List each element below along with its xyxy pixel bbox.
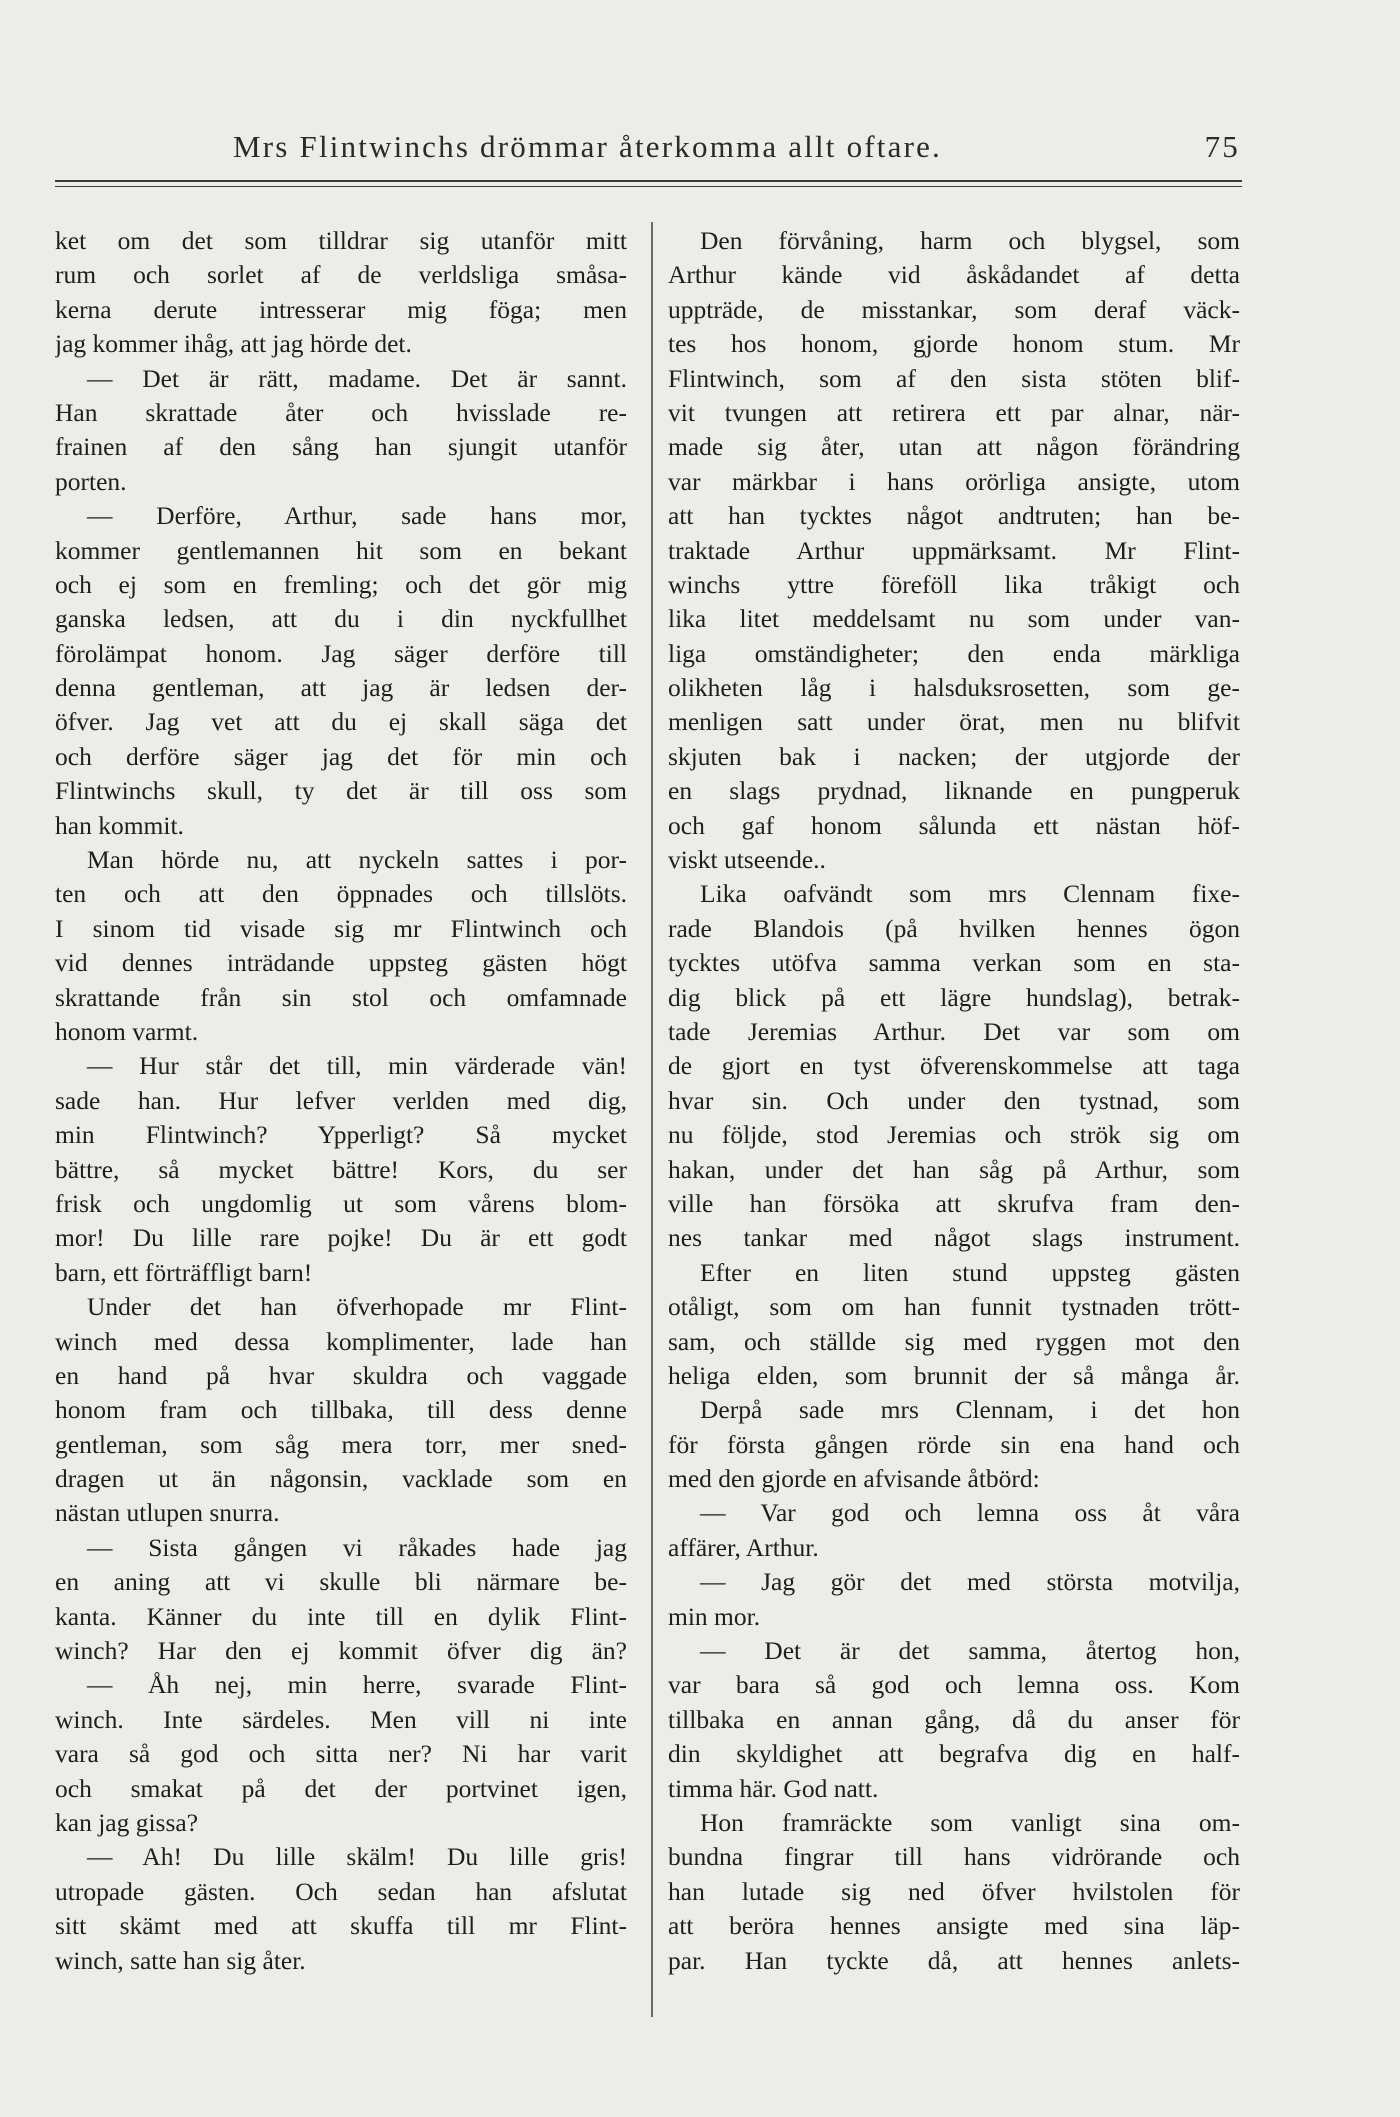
text-line: en slags prydnad, liknande en pungperuk [668, 776, 1240, 806]
text-line: vit tvungen att retirera ett par alnar, när- [668, 397, 1240, 427]
text-line: dig blick på ett lägre hundslag), betrak- [668, 982, 1240, 1012]
text-line: — Ah! Du lille skälm! Du lille gris! [87, 1842, 627, 1872]
text-line: Flintwinch, som af den sista stöten blif- [668, 363, 1240, 393]
text-line: Lika oafvändt som mrs Clennam fixe- [700, 879, 1240, 909]
page-number: 75 [1204, 129, 1240, 164]
text-line: Hon framräckte som vanligt sina om- [700, 1807, 1240, 1837]
text-line: traktade Arthur uppmärksamt. Mr Flint- [668, 535, 1240, 565]
text-line: Han skrattade åter och hvisslade re- [55, 397, 627, 427]
text-line: tycktes utöfva samma verkan som en sta- [668, 948, 1240, 978]
text-line: dragen ut än någonsin, vacklade som en [55, 1464, 627, 1494]
text-line: — Jag gör det med största motvilja, [700, 1567, 1240, 1597]
text-line: porten. [55, 466, 127, 496]
text-line: din skyldighet att begrafva dig en half- [668, 1739, 1240, 1769]
text-line: winch med dessa komplimenter, lade han [55, 1326, 627, 1356]
text-line: Arthur kände vid åskådandet af detta [668, 260, 1240, 290]
text-line: barn, ett förträffligt barn! [55, 1257, 313, 1287]
text-line: ganska ledsen, att du i din nyckfullhet [55, 604, 627, 634]
text-line: lika litet meddelsamt nu som under van- [668, 604, 1240, 634]
text-line: min mor. [668, 1601, 761, 1631]
text-line: för första gången rörde sin ena hand och [668, 1429, 1240, 1459]
text-line: kerna derute intresserar mig föga; men [55, 294, 627, 324]
text-line: en aning att vi skulle bli närmare be- [55, 1567, 627, 1597]
text-line: — Åh nej, min herre, svarade Flint- [87, 1670, 627, 1700]
text-line: frainen af den sång han sjungit utanför [55, 432, 627, 462]
text-line: nu följde, stod Jeremias och strök sig om [668, 1120, 1240, 1150]
text-line: en hand på hvar skuldra och vaggade [55, 1360, 627, 1390]
text-line: och gaf honom sålunda ett nästan höf- [668, 810, 1240, 840]
text-line: skjuten bak i nacken; der utgjorde der [668, 741, 1240, 771]
text-line: jag kommer ihåg, att jag hörde det. [55, 329, 412, 359]
text-line: nes tankar med något slags instrument. [668, 1223, 1240, 1253]
text-line: rade Blandois (på hvilken hennes ögon [668, 913, 1240, 943]
text-line: och smakat på det der portvinet igen, [55, 1773, 627, 1803]
text-line: — Var god och lemna oss åt våra [700, 1498, 1240, 1528]
text-line: Efter en liten stund uppsteg gästen [700, 1257, 1240, 1287]
text-line: öfver. Jag vet att du ej skall säga det [55, 707, 627, 737]
text-line: sade han. Hur lefver verlden med dig, [55, 1085, 627, 1115]
text-line: var bara så god och lemna oss. Kom [668, 1670, 1240, 1700]
text-line: utropade gästen. Och sedan han afslutat [55, 1876, 627, 1906]
text-line: frisk och ungdomlig ut som vårens blom- [55, 1188, 627, 1218]
text-line: par. Han tyckte då, att hennes anlets- [668, 1945, 1240, 1975]
chapter-title: Mrs Flintwinchs drömmar återkomma allt oftare. [233, 129, 942, 164]
text-line: ville han försöka att skrufva fram den- [668, 1188, 1240, 1218]
text-line: hakan, under det han såg på Arthur, som [668, 1154, 1240, 1184]
text-line: kan jag gissa? [55, 1807, 199, 1837]
text-line: han kommit. [55, 810, 184, 840]
text-line: min Flintwinch? Ypperligt? Så mycket [55, 1120, 627, 1150]
text-line: sitt skämt med att skuffa till mr Flint- [55, 1911, 627, 1941]
text-line: bundna fingrar till hans vidrörande och [668, 1842, 1240, 1872]
text-line: tes hos honom, gjorde honom stum. Mr [668, 329, 1240, 359]
text-line: kommer gentlemannen hit som en bekant [55, 535, 627, 565]
text-line: denna gentleman, att jag är ledsen der- [55, 673, 627, 703]
text-line: var märkbar i hans orörliga ansigte, utom [668, 466, 1240, 496]
text-line: och ej som en fremling; och det gör mig [55, 569, 627, 599]
text-line: viskt utseende.. [668, 845, 826, 875]
text-line: liga omständigheter; den enda märkliga [668, 638, 1240, 668]
text-line: menligen satt under örat, men nu blifvit [668, 707, 1240, 737]
text-line: otåligt, som om han funnit tystnaden trött- [668, 1292, 1240, 1322]
column-divider [651, 222, 653, 2017]
text-line: kanta. Känner du inte till en dylik Flint- [55, 1601, 627, 1631]
left-column [55, 224, 627, 1978]
right-column [668, 224, 1240, 1978]
text-line: Flintwinchs skull, ty det är till oss som [55, 776, 627, 806]
text-line: affärer, Arthur. [668, 1532, 819, 1562]
text-line: winch? Har den ej kommit öfver dig än? [55, 1636, 627, 1666]
text-line: timma här. God natt. [668, 1773, 879, 1803]
header-rule-thin [55, 186, 1242, 187]
text-line: — Det är rätt, madame. Det är sannt. [87, 363, 627, 393]
text-line: winch. Inte särdeles. Men vill ni inte [55, 1704, 627, 1734]
text-line: att han tycktes något andtruten; han be- [668, 501, 1240, 531]
text-line: uppträde, de misstankar, som deraf väck- [668, 294, 1240, 324]
text-line: att beröra hennes ansigte med sina läp- [668, 1911, 1240, 1941]
text-line: förolämpat honom. Jag säger derföre till [55, 638, 627, 668]
text-line: tillbaka en annan gång, då du anser för [668, 1704, 1240, 1734]
header-rule [55, 180, 1242, 182]
text-line: vara så god och sitta ner? Ni har varit [55, 1739, 627, 1769]
text-line: hvar sin. Och under den tystnad, som [668, 1085, 1240, 1115]
text-line: winchs yttre föreföll lika tråkigt och [668, 569, 1240, 599]
running-header [55, 129, 1240, 173]
text-line: nästan utlupen snurra. [55, 1498, 280, 1528]
text-line: Man hörde nu, att nyckeln sattes i por- [87, 845, 627, 875]
text-line: heliga elden, som brunnit der så många år. [668, 1360, 1240, 1390]
text-line: han lutade sig ned öfver hvilstolen för [668, 1876, 1240, 1906]
text-line: I sinom tid visade sig mr Flintwinch och [55, 913, 627, 943]
text-line: — Det är det samma, återtog hon, [700, 1636, 1240, 1666]
text-line: winch, satte han sig åter. [55, 1945, 306, 1975]
text-line: honom fram och tillbaka, till dess denne [55, 1395, 627, 1425]
text-line: — Hur står det till, min värderade vän! [87, 1051, 627, 1081]
text-line: ten och att den öppnades och tillslöts. [55, 879, 627, 909]
text-line: mor! Du lille rare pojke! Du är ett godt [55, 1223, 627, 1253]
text-line: ket om det som tilldrar sig utanför mitt [55, 226, 627, 255]
text-line: skrattande från sin stol och omfamnade [55, 982, 627, 1012]
text-line: bättre, så mycket bättre! Kors, du ser [55, 1154, 627, 1184]
text-line: olikheten låg i halsduksrosetten, som ge- [668, 673, 1240, 703]
text-line: — Sista gången vi råkades hade jag [87, 1532, 627, 1562]
text-line: sam, och ställde sig med ryggen mot den [668, 1326, 1240, 1356]
text-line: vid dennes inträdande uppsteg gästen högt [55, 948, 627, 978]
text-line: made sig åter, utan att någon förändring [668, 432, 1240, 462]
text-line: och derföre säger jag det för min och [55, 741, 627, 771]
text-line: gentleman, som såg mera torr, mer sned- [55, 1429, 627, 1459]
text-line: Under det han öfverhopade mr Flint- [87, 1292, 627, 1322]
text-line: tade Jeremias Arthur. Det var som om [668, 1016, 1240, 1046]
text-line: Derpå sade mrs Clennam, i det hon [700, 1395, 1240, 1425]
text-line: med den gjorde en afvisande åtbörd: [668, 1464, 1040, 1494]
text-line: — Derföre, Arthur, sade hans mor, [87, 501, 627, 531]
text-line: honom varmt. [55, 1016, 199, 1046]
text-line: Den förvåning, harm och blygsel, som [700, 226, 1240, 255]
text-line: de gjort en tyst öfverenskommelse att taga [668, 1051, 1240, 1081]
text-line: rum och sorlet af de verldsliga småsa- [55, 260, 627, 290]
